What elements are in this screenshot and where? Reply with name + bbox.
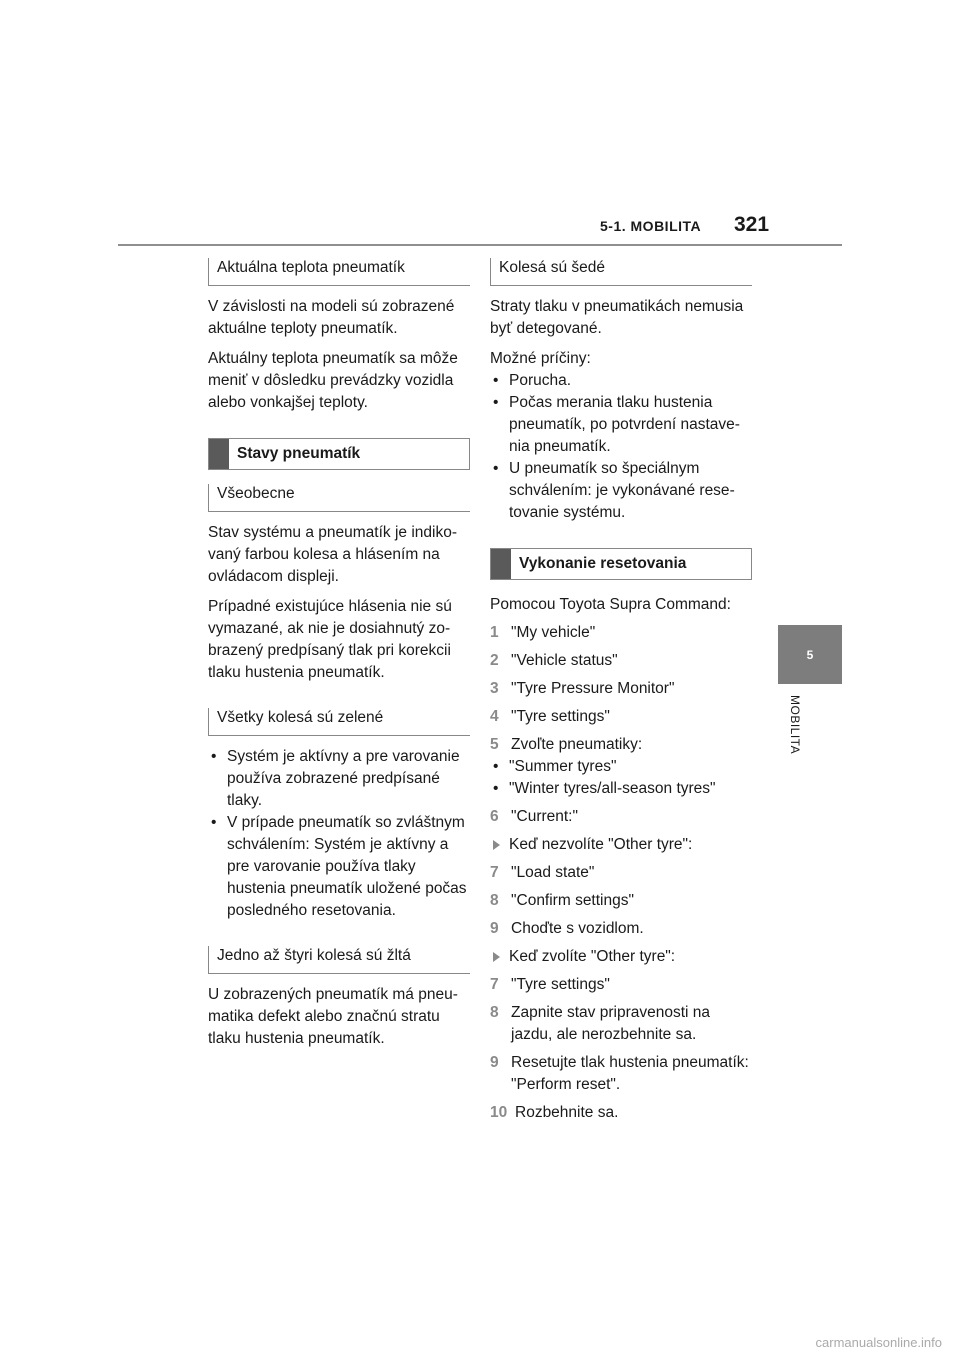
- paragraph: Stav systému a pneumatík je indikovaný farbou kolesa a hlásením na ovládacom displeji.: [208, 524, 457, 585]
- step-number: 8: [490, 892, 499, 909]
- step: [490, 974, 752, 996]
- bullet-list: [490, 370, 752, 524]
- list-item: • "Winter tyres/all-season tyres": [490, 778, 752, 800]
- paragraph: V závislosti na modeli sú zobrazené aktuálne teploty pneumatík.: [208, 298, 455, 337]
- step-number: 9: [490, 1054, 499, 1071]
- step-text: Choďte s vozidlom.: [511, 920, 644, 937]
- subheading-general: Všeobecne: [208, 484, 470, 512]
- condition-text: Keď nezvolíte "Other tyre":: [509, 836, 693, 853]
- step-number: 4: [490, 708, 499, 725]
- subheading-tire-temperature: Aktuálna teplota pneumatík: [208, 258, 470, 286]
- list-item: • U pneumatík so špeciálnym schválením: je vykonávané resetovanie systému.: [490, 458, 752, 524]
- subheading-grey-wheels: Kolesá sú šedé: [490, 258, 752, 286]
- step: [490, 806, 752, 828]
- header-divider: [118, 244, 842, 246]
- section-title: 5-1. MOBILITA: [600, 218, 702, 234]
- paragraph: Pomocou Toyota Supra Command:: [490, 596, 731, 613]
- paragraph: Možné príčiny:: [490, 350, 591, 367]
- watermark: carmanualsonline.info: [815, 1335, 942, 1350]
- chapter-tab: 5: [778, 625, 842, 684]
- paragraph: Straty tlaku v pneumatikách nemusia byť detegované.: [490, 298, 744, 337]
- paragraph: Prípadné existujúce hlásenia nie sú vymazané, ak nie je dosiahnutý zobrazený predpísaný tlak pri korekcii tlaku hustenia pneumatík.: [208, 598, 452, 681]
- step-number: 6: [490, 808, 499, 825]
- boxed-heading-tire-states: [208, 438, 470, 470]
- step-text: Rozbehnite sa.: [515, 1104, 619, 1121]
- step: [490, 734, 752, 756]
- step-text: Resetujte tlak hustenia pneumatík: "Perform reset".: [511, 1054, 749, 1093]
- step: [490, 1052, 752, 1096]
- step: [490, 862, 752, 884]
- step-text: "Tyre settings": [511, 708, 610, 725]
- step-text: "Vehicle status": [511, 652, 618, 669]
- heading-bar: [491, 549, 511, 579]
- step-text: Zapnite stav pripravenosti na jazdu, ale nerozbehnite sa.: [511, 1004, 711, 1043]
- step-number: 5: [490, 736, 499, 753]
- boxed-heading-text: Stavy pneumatík: [237, 445, 361, 462]
- step: [490, 918, 752, 940]
- step-number: 7: [490, 864, 499, 881]
- step-number: 1: [490, 624, 499, 641]
- condition-text: Keď zvolíte "Other tyre":: [509, 948, 676, 965]
- left-column: [208, 258, 470, 1058]
- chapter-label: MOBILITA: [788, 695, 802, 755]
- step-number: 3: [490, 680, 499, 697]
- bullet-list: [208, 746, 470, 922]
- heading-bar: [209, 439, 229, 469]
- list-item: • V prípade pneumatík so zvláštnym schválením: Systém je aktívny a pre varovanie používa tlaky hustenia pneumatík uložené počas posledného resetovania.: [208, 812, 470, 922]
- step: [490, 678, 752, 700]
- step: [490, 1102, 752, 1124]
- condition: [490, 946, 752, 968]
- step: [490, 1002, 752, 1046]
- list-item: • "Summer tyres": [490, 756, 752, 778]
- step-text: "Current:": [511, 808, 578, 825]
- step-number: 2: [490, 652, 499, 669]
- step-number: 7: [490, 976, 499, 993]
- step-number: 9: [490, 920, 499, 937]
- step: [490, 650, 752, 672]
- arrow-icon: [493, 840, 500, 850]
- page-number: 321: [734, 213, 770, 236]
- subheading-yellow-wheels: Jedno až štyri kolesá sú žltá: [208, 946, 470, 974]
- step-text: "My vehicle": [511, 624, 596, 641]
- step-text: "Load state": [511, 864, 595, 881]
- list-item: • Systém je aktívny a pre varovanie používa zobrazené predpísané tlaky.: [208, 746, 470, 812]
- step: [490, 622, 752, 644]
- step-text: "Tyre settings": [511, 976, 610, 993]
- step-text: Zvoľte pneumatiky:: [511, 736, 643, 753]
- bullet-list: [490, 756, 752, 800]
- boxed-heading-reset: [490, 548, 752, 580]
- step-text: "Tyre Pressure Monitor": [511, 680, 675, 697]
- list-item: • Počas merania tlaku hustenia pneumatík, po potvrdení nastavenia pneumatík.: [490, 392, 752, 458]
- step-number: 10: [490, 1104, 508, 1121]
- step-text: "Confirm settings": [511, 892, 634, 909]
- arrow-icon: [493, 952, 500, 962]
- step: [490, 706, 752, 728]
- boxed-heading-text: Vykonanie resetovania: [519, 555, 687, 572]
- condition: [490, 834, 752, 856]
- step-number: 8: [490, 1004, 499, 1021]
- paragraph: Aktuálny teplota pneumatík sa môže meniť v dôsledku prevádzky vozidla alebo vonkajšej teploty.: [208, 350, 458, 411]
- step: [490, 890, 752, 912]
- list-item: • Porucha.: [490, 370, 752, 392]
- right-column: [490, 258, 752, 1130]
- subheading-all-green: Všetky kolesá sú zelené: [208, 708, 470, 736]
- paragraph: U zobrazených pneumatík má pneumatika defekt alebo značnú stratu tlaku hustenia pneumatík.: [208, 986, 458, 1047]
